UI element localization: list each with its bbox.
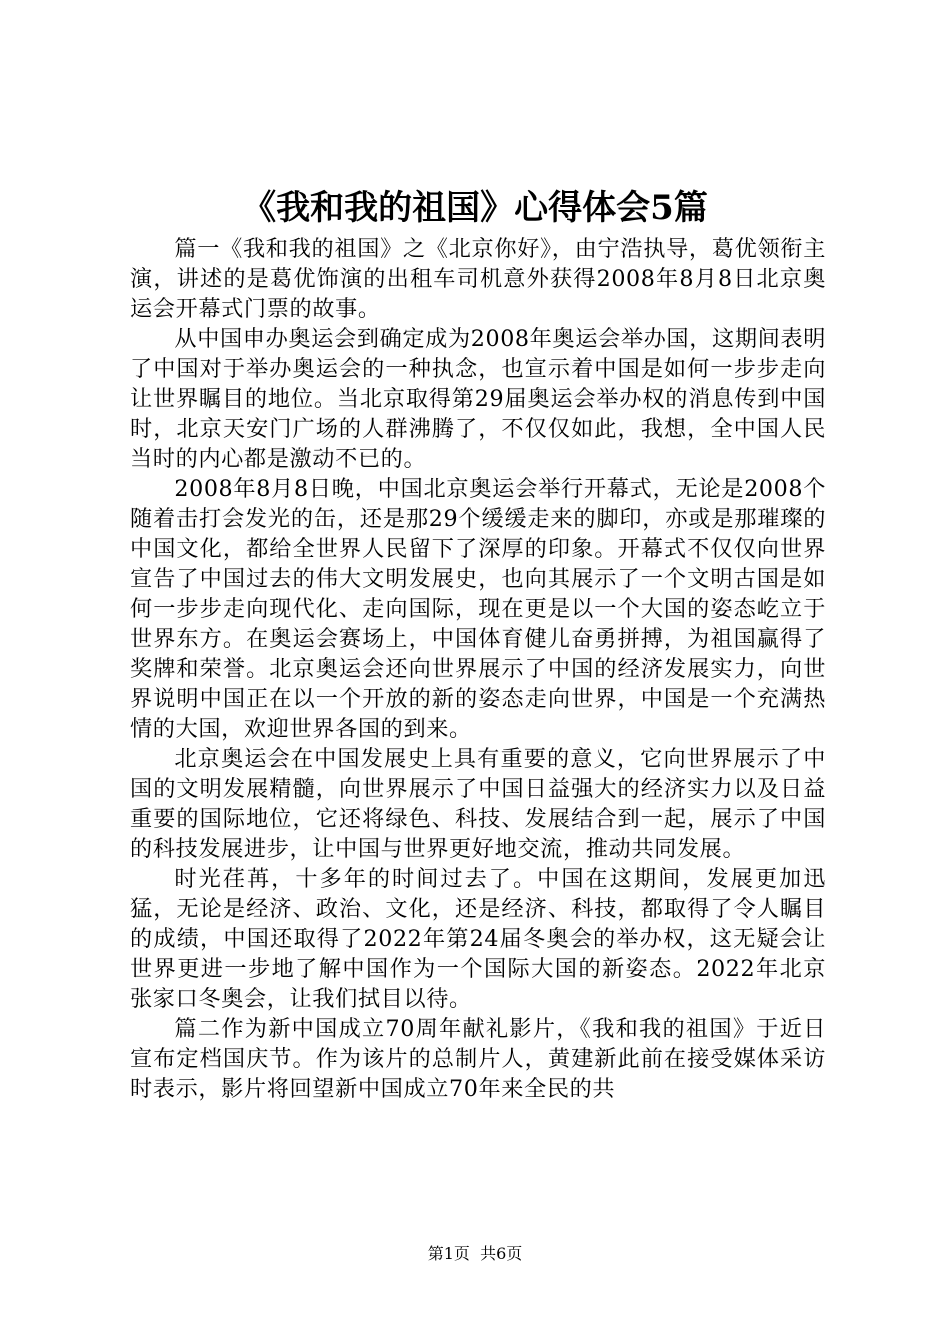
- paragraph-1: 篇一《我和我的祖国》之《北京你好》，由宁浩执导，葛优领衔主演，讲述的是葛优饰演的出租车司机意外获得2008年8月8日北京奥运会开幕式门票的故事。: [130, 236, 826, 322]
- footer-separator: [470, 1244, 480, 1263]
- paragraph-4: 北京奥运会在中国发展史上具有重要的意义，它向世界展示了中国的文明发展精髓，向世界展示了中国日益强大的经济实力以及日益重要的国际地位，它还将绿色、科技、发展结合到一起，展示了中国的科技发展进步，让中国与世界更好地交流，推动共同发展。: [130, 746, 826, 862]
- page-number: 第1页: [427, 1244, 470, 1263]
- paragraph-6: 篇二作为新中国成立70周年献礼影片，《我和我的祖国》于近日宣布定档国庆节。作为该片的总制片人，黄建新此前在接受媒体采访时表示，影片将回望新中国成立70年来全民的共: [130, 1016, 826, 1102]
- page-total: 共6页: [480, 1244, 523, 1263]
- paragraph-3: 2008年8月8日晚，中国北京奥运会举行开幕式，无论是2008个随着击打会发光的缶，还是那29个缓缓走来的脚印，亦或是那璀璨的中国文化，都给全世界人民留下了深厚的印象。开幕式不仅仅向世界宣告了中国过去的伟大文明发展史，也向其展示了一个文明古国是如何一步步走向现代化、走向国际，现在更是以一个大国的姿态屹立于世界东方。在奥运会赛场上，中国体育健儿奋勇拼搏，为祖国赢得了奖牌和荣誉。北京奥运会还向世界展示了中国的经济发展实力，向世界说明中国正在以一个开放的新的姿态走向世界，中国是一个充满热情的大国，欢迎世界各国的到来。: [130, 476, 826, 742]
- paragraph-5: 时光荏苒，十多年的时间过去了。中国在这期间，发展更加迅猛，无论是经济、政治、文化，还是经济、科技，都取得了令人瞩目的成绩，中国还取得了2022年第24届冬奥会的举办权，这无疑会让世界更进一步地了解中国作为一个国际大国的新姿态。2022年北京张家口冬奥会，让我们拭目以待。: [130, 866, 826, 1012]
- document-title: 《我和我的祖国》心得体会5篇: [242, 188, 708, 228]
- document-body: [130, 234, 826, 1104]
- paragraph-2: 从中国申办奥运会到确定成为2008年奥运会举办国，这期间表明了中国对于举办奥运会的一种执念，也宣示着中国是如何一步步走向让世界瞩目的地位。当北京取得第29届奥运会举办权的消息传到中国时，北京天安门广场的人群沸腾了，不仅仅如此，我想，全中国人民当时的内心都是激动不已的。: [130, 326, 826, 472]
- page-footer: [0, 1244, 950, 1264]
